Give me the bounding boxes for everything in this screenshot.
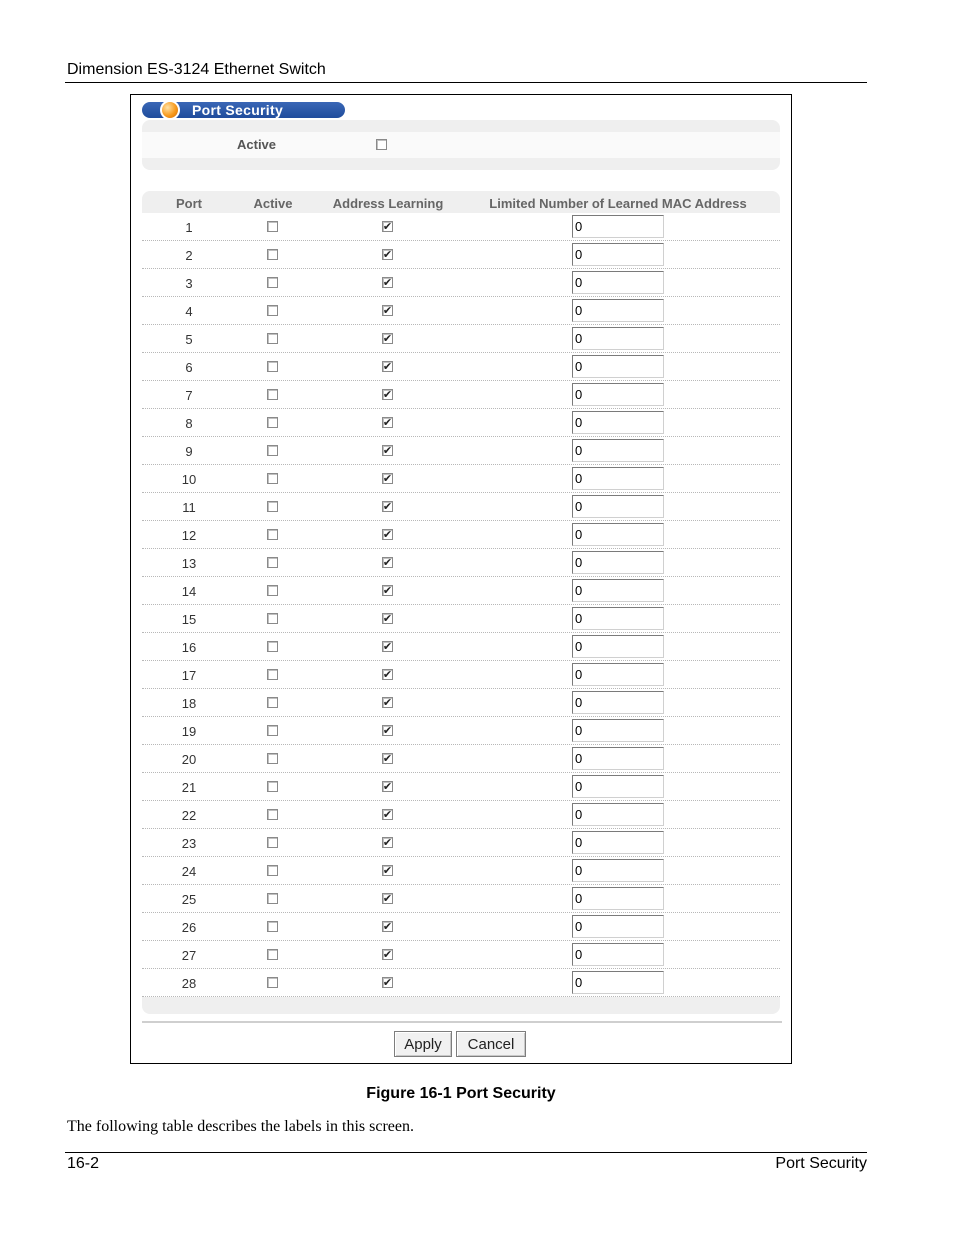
screenshot-frame [130,94,792,1064]
mac-limit-input[interactable] [572,887,664,910]
address-learning-checkbox[interactable]: ✔ [382,724,393,737]
mac-limit-input[interactable] [572,915,664,938]
column-header-address-learning: Address Learning [332,196,444,211]
column-header-port: Port [176,196,202,211]
table-row [142,913,780,941]
table-row [142,885,780,913]
port-active-checkbox[interactable] [267,417,278,428]
mac-limit-input[interactable] [572,747,664,770]
port-number: 17 [181,668,197,683]
table-header [142,191,780,213]
global-active-row [142,132,780,158]
port-number: 22 [181,808,197,823]
mac-limit-input[interactable] [572,467,664,490]
address-learning-checkbox[interactable]: ✔ [382,276,393,289]
address-learning-checkbox[interactable]: ✔ [382,808,393,821]
address-learning-checkbox[interactable]: ✔ [382,920,393,933]
port-number: 28 [181,976,197,991]
mac-limit-input[interactable] [572,859,664,882]
port-active-checkbox[interactable] [267,613,278,624]
port-number: 25 [181,892,197,907]
port-number: 7 [185,388,193,403]
port-number: 23 [181,836,197,851]
address-learning-checkbox[interactable]: ✔ [382,248,393,261]
mac-limit-input[interactable] [572,439,664,462]
table-row [142,633,780,661]
table-row [142,269,780,297]
port-number: 16 [181,640,197,655]
port-number: 11 [182,500,196,515]
mac-limit-input[interactable] [572,691,664,714]
panel-title: Port Security [192,102,284,118]
address-learning-checkbox[interactable]: ✔ [382,304,393,317]
table-row [142,493,780,521]
table-row [142,941,780,969]
mac-limit-input[interactable] [572,411,664,434]
address-learning-checkbox[interactable]: ✔ [382,416,393,429]
port-active-checkbox[interactable] [267,473,278,484]
address-learning-checkbox[interactable]: ✔ [382,612,393,625]
port-number: 26 [181,920,197,935]
port-active-checkbox[interactable] [267,977,278,988]
address-learning-checkbox[interactable]: ✔ [382,584,393,597]
mac-limit-input[interactable] [572,775,664,798]
port-number: 12 [181,528,197,543]
port-number: 13 [181,556,197,571]
table-row [142,661,780,689]
table-row [142,773,780,801]
port-number: 27 [181,948,197,963]
port-number: 4 [185,304,193,319]
mac-limit-input[interactable] [572,551,664,574]
address-learning-checkbox[interactable]: ✔ [382,668,393,681]
port-security-table [142,191,780,1014]
table-row [142,605,780,633]
address-learning-checkbox[interactable]: ✔ [382,444,393,457]
port-number: 10 [181,472,197,487]
mac-limit-input[interactable] [572,635,664,658]
port-number: 3 [185,276,193,291]
panel-title-bar [142,102,345,118]
port-active-checkbox[interactable] [267,837,278,848]
footer-section: Port Security [775,1155,867,1172]
mac-limit-input[interactable] [572,607,664,630]
table-row [142,465,780,493]
address-learning-checkbox[interactable]: ✔ [382,220,393,233]
address-learning-checkbox[interactable]: ✔ [382,976,393,989]
port-active-checkbox[interactable] [267,221,278,232]
port-number: 5 [185,332,193,347]
mac-limit-input[interactable] [572,663,664,686]
port-active-checkbox[interactable] [267,585,278,596]
global-active-label: Active [237,137,277,152]
address-learning-checkbox[interactable]: ✔ [382,556,393,569]
address-learning-checkbox[interactable]: ✔ [382,472,393,485]
port-number: 14 [181,584,197,599]
global-active-section [142,120,780,170]
table-row [142,521,780,549]
table-row [142,857,780,885]
port-number: 8 [185,416,193,431]
port-number: 9 [185,444,193,459]
port-active-checkbox[interactable] [267,893,278,904]
figure-caption: Figure 16-1 Port Security [366,1085,556,1102]
port-active-checkbox[interactable] [267,445,278,456]
table-row [142,549,780,577]
table-row [142,745,780,773]
mac-limit-input[interactable] [572,271,664,294]
port-number: 19 [181,724,197,739]
table-row [142,801,780,829]
mac-limit-input[interactable] [572,803,664,826]
mac-limit-input[interactable] [572,327,664,350]
port-number: 21 [181,780,197,795]
address-learning-checkbox[interactable]: ✔ [382,892,393,905]
mac-limit-input[interactable] [572,495,664,518]
address-learning-checkbox[interactable]: ✔ [382,864,393,877]
address-learning-checkbox[interactable]: ✔ [382,360,393,373]
table-row [142,689,780,717]
mac-limit-input[interactable] [572,523,664,546]
port-active-checkbox[interactable] [267,361,278,372]
port-number: 15 [181,612,197,627]
mac-limit-input[interactable] [572,215,664,238]
table-row [142,409,780,437]
address-learning-checkbox[interactable]: ✔ [382,500,393,513]
mac-limit-input[interactable] [572,355,664,378]
port-number: 20 [181,752,197,767]
address-learning-checkbox[interactable]: ✔ [382,696,393,709]
table-row [142,241,780,269]
orange-ball-icon [160,100,180,120]
table-row [142,969,780,997]
port-number: 18 [181,696,197,711]
footer-rule [65,1152,867,1153]
mac-limit-input[interactable] [572,243,664,266]
port-number: 6 [185,360,193,375]
address-learning-checkbox[interactable]: ✔ [382,836,393,849]
port-active-checkbox[interactable] [267,921,278,932]
table-row [142,437,780,465]
mac-limit-input[interactable] [572,719,664,742]
port-active-checkbox[interactable] [267,781,278,792]
apply-button[interactable]: Apply [394,1031,452,1057]
port-active-checkbox[interactable] [267,669,278,680]
mac-limit-input[interactable] [572,579,664,602]
port-active-checkbox[interactable] [267,277,278,288]
button-separator [142,1021,782,1023]
address-learning-checkbox[interactable]: ✔ [382,388,393,401]
body-text: The following table describes the labels in this screen. [67,1118,415,1135]
table-row [142,353,780,381]
port-active-checkbox[interactable] [267,697,278,708]
table-row [142,717,780,745]
port-active-checkbox[interactable] [267,557,278,568]
address-learning-checkbox[interactable]: ✔ [382,780,393,793]
header-rule [65,82,867,83]
port-active-checkbox[interactable] [267,865,278,876]
table-row [142,829,780,857]
global-active-checkbox[interactable] [376,139,387,150]
table-row [142,213,780,241]
column-header-mac-limit: Limited Number of Learned MAC Address [489,196,747,211]
table-row [142,297,780,325]
port-active-checkbox[interactable] [267,529,278,540]
column-header-active: Active [253,196,293,211]
port-active-checkbox[interactable] [267,949,278,960]
port-active-checkbox[interactable] [267,501,278,512]
document-header: Dimension ES-3124 Ethernet Switch [67,61,326,78]
page-number: 16-2 [67,1155,100,1172]
port-active-checkbox[interactable] [267,333,278,344]
port-number: 24 [181,864,197,879]
port-active-checkbox[interactable] [267,809,278,820]
port-active-checkbox[interactable] [267,305,278,316]
cancel-button[interactable]: Cancel [456,1031,526,1057]
table-row [142,577,780,605]
port-active-checkbox[interactable] [267,389,278,400]
mac-limit-input[interactable] [572,971,664,994]
mac-limit-input[interactable] [572,299,664,322]
port-active-checkbox[interactable] [267,249,278,260]
mac-limit-input[interactable] [572,943,664,966]
port-number: 2 [185,248,193,263]
port-active-checkbox[interactable] [267,641,278,652]
port-active-checkbox[interactable] [267,753,278,764]
port-number: 1 [185,220,193,235]
address-learning-checkbox[interactable]: ✔ [382,752,393,765]
address-learning-checkbox[interactable]: ✔ [382,640,393,653]
address-learning-checkbox[interactable]: ✔ [382,948,393,961]
table-row [142,381,780,409]
table-row [142,325,780,353]
table-body [142,213,780,997]
port-active-checkbox[interactable] [267,725,278,736]
address-learning-checkbox[interactable]: ✔ [382,332,393,345]
mac-limit-input[interactable] [572,831,664,854]
address-learning-checkbox[interactable]: ✔ [382,528,393,541]
mac-limit-input[interactable] [572,383,664,406]
